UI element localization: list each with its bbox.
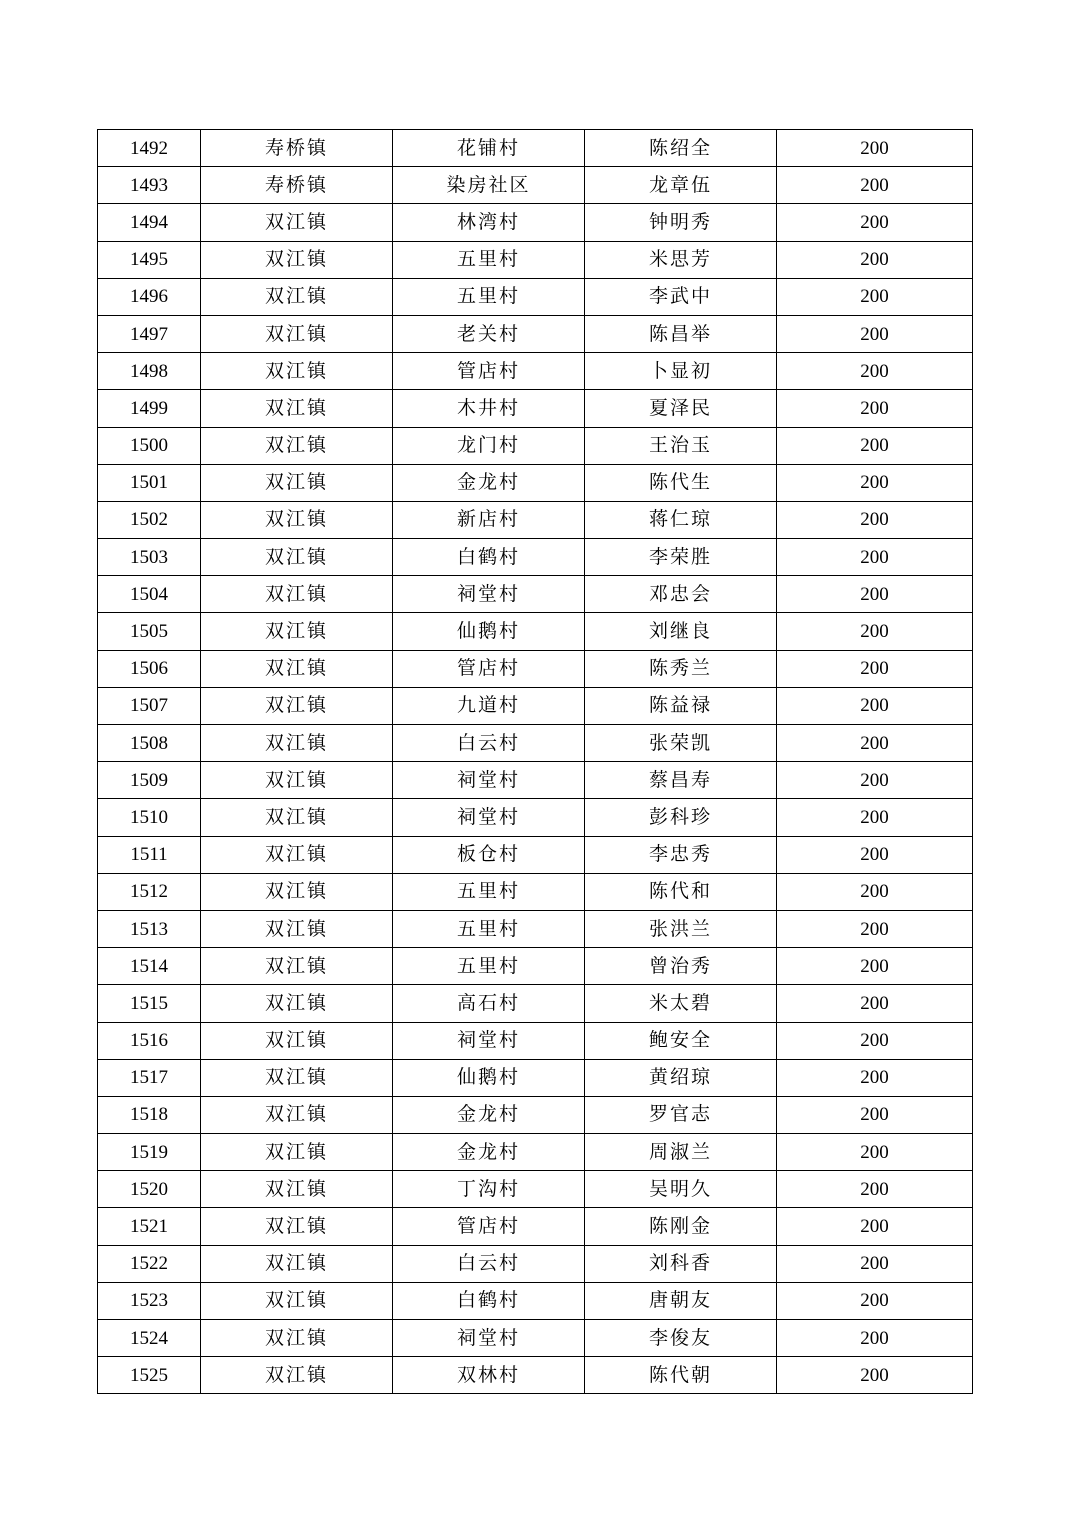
person-name-cell: 陈益禄 <box>585 687 777 724</box>
row-number-cell: 1504 <box>98 576 201 613</box>
person-name-cell: 米思芳 <box>585 241 777 278</box>
person-name-cell: 陈秀兰 <box>585 650 777 687</box>
table-row <box>98 1059 973 1096</box>
village-cell: 新店村 <box>393 501 585 538</box>
table-row <box>98 241 973 278</box>
person-name-cell: 黄绍琼 <box>585 1059 777 1096</box>
town-cell: 双江镇 <box>201 315 393 352</box>
row-number-cell: 1522 <box>98 1245 201 1282</box>
town-cell: 双江镇 <box>201 1208 393 1245</box>
town-cell: 双江镇 <box>201 873 393 910</box>
village-cell: 仙鹅村 <box>393 613 585 650</box>
roster-table <box>97 129 973 1394</box>
table-row <box>98 353 973 390</box>
town-cell: 双江镇 <box>201 390 393 427</box>
amount-cell: 200 <box>777 464 973 501</box>
person-name-cell: 邓忠会 <box>585 576 777 613</box>
village-cell: 仙鹅村 <box>393 1059 585 1096</box>
row-number-cell: 1524 <box>98 1320 201 1357</box>
row-number-cell: 1492 <box>98 130 201 167</box>
table-row <box>98 1282 973 1319</box>
row-number-cell: 1493 <box>98 167 201 204</box>
village-cell: 祠堂村 <box>393 762 585 799</box>
table-row <box>98 204 973 241</box>
amount-cell: 200 <box>777 1171 973 1208</box>
table-row <box>98 501 973 538</box>
person-name-cell: 吴明久 <box>585 1171 777 1208</box>
town-cell: 双江镇 <box>201 910 393 947</box>
town-cell: 双江镇 <box>201 1134 393 1171</box>
person-name-cell: 彭科珍 <box>585 799 777 836</box>
village-cell: 白鹤村 <box>393 539 585 576</box>
amount-cell: 200 <box>777 390 973 427</box>
person-name-cell: 唐朝友 <box>585 1282 777 1319</box>
town-cell: 双江镇 <box>201 241 393 278</box>
amount-cell: 200 <box>777 427 973 464</box>
town-cell: 寿桥镇 <box>201 130 393 167</box>
row-number-cell: 1507 <box>98 687 201 724</box>
table-row <box>98 910 973 947</box>
town-cell: 双江镇 <box>201 464 393 501</box>
amount-cell: 200 <box>777 278 973 315</box>
village-cell: 五里村 <box>393 948 585 985</box>
amount-cell: 200 <box>777 501 973 538</box>
person-name-cell: 王治玉 <box>585 427 777 464</box>
row-number-cell: 1500 <box>98 427 201 464</box>
table-row <box>98 873 973 910</box>
person-name-cell: 陈昌举 <box>585 315 777 352</box>
village-cell: 双林村 <box>393 1357 585 1394</box>
table-row <box>98 1134 973 1171</box>
row-number-cell: 1494 <box>98 204 201 241</box>
amount-cell: 200 <box>777 687 973 724</box>
village-cell: 丁沟村 <box>393 1171 585 1208</box>
person-name-cell: 刘继良 <box>585 613 777 650</box>
village-cell: 林湾村 <box>393 204 585 241</box>
row-number-cell: 1521 <box>98 1208 201 1245</box>
town-cell: 双江镇 <box>201 687 393 724</box>
row-number-cell: 1515 <box>98 985 201 1022</box>
row-number-cell: 1503 <box>98 539 201 576</box>
town-cell: 双江镇 <box>201 613 393 650</box>
row-number-cell: 1509 <box>98 762 201 799</box>
table-row <box>98 985 973 1022</box>
village-cell: 金龙村 <box>393 1096 585 1133</box>
town-cell: 双江镇 <box>201 836 393 873</box>
row-number-cell: 1502 <box>98 501 201 538</box>
table-row <box>98 799 973 836</box>
town-cell: 双江镇 <box>201 1357 393 1394</box>
person-name-cell: 米太碧 <box>585 985 777 1022</box>
village-cell: 板仓村 <box>393 836 585 873</box>
town-cell: 双江镇 <box>201 985 393 1022</box>
village-cell: 九道村 <box>393 687 585 724</box>
row-number-cell: 1499 <box>98 390 201 427</box>
row-number-cell: 1505 <box>98 613 201 650</box>
amount-cell: 200 <box>777 1096 973 1133</box>
person-name-cell: 蒋仁琼 <box>585 501 777 538</box>
person-name-cell: 陈代生 <box>585 464 777 501</box>
town-cell: 双江镇 <box>201 799 393 836</box>
amount-cell: 200 <box>777 1208 973 1245</box>
village-cell: 白云村 <box>393 1245 585 1282</box>
person-name-cell: 陈绍全 <box>585 130 777 167</box>
amount-cell: 200 <box>777 650 973 687</box>
village-cell: 祠堂村 <box>393 1022 585 1059</box>
row-number-cell: 1519 <box>98 1134 201 1171</box>
table-row <box>98 1320 973 1357</box>
person-name-cell: 龙章伍 <box>585 167 777 204</box>
amount-cell: 200 <box>777 204 973 241</box>
person-name-cell: 卜显初 <box>585 353 777 390</box>
roster-body <box>98 130 973 1394</box>
town-cell: 双江镇 <box>201 427 393 464</box>
village-cell: 染房社区 <box>393 167 585 204</box>
amount-cell: 200 <box>777 353 973 390</box>
table-row <box>98 762 973 799</box>
amount-cell: 200 <box>777 1357 973 1394</box>
amount-cell: 200 <box>777 1134 973 1171</box>
row-number-cell: 1497 <box>98 315 201 352</box>
village-cell: 白云村 <box>393 725 585 762</box>
village-cell: 木井村 <box>393 390 585 427</box>
person-name-cell: 张洪兰 <box>585 910 777 947</box>
town-cell: 双江镇 <box>201 1059 393 1096</box>
village-cell: 金龙村 <box>393 464 585 501</box>
row-number-cell: 1516 <box>98 1022 201 1059</box>
village-cell: 五里村 <box>393 241 585 278</box>
village-cell: 管店村 <box>393 1208 585 1245</box>
amount-cell: 200 <box>777 948 973 985</box>
table-row <box>98 725 973 762</box>
row-number-cell: 1511 <box>98 836 201 873</box>
row-number-cell: 1508 <box>98 725 201 762</box>
amount-cell: 200 <box>777 799 973 836</box>
person-name-cell: 周淑兰 <box>585 1134 777 1171</box>
town-cell: 双江镇 <box>201 1171 393 1208</box>
town-cell: 寿桥镇 <box>201 167 393 204</box>
row-number-cell: 1498 <box>98 353 201 390</box>
table-row <box>98 948 973 985</box>
person-name-cell: 李荣胜 <box>585 539 777 576</box>
village-cell: 五里村 <box>393 278 585 315</box>
table-row <box>98 167 973 204</box>
row-number-cell: 1512 <box>98 873 201 910</box>
table-row <box>98 650 973 687</box>
table-row <box>98 1245 973 1282</box>
town-cell: 双江镇 <box>201 576 393 613</box>
village-cell: 老关村 <box>393 315 585 352</box>
table-row <box>98 1096 973 1133</box>
person-name-cell: 张荣凯 <box>585 725 777 762</box>
table-row <box>98 390 973 427</box>
village-cell: 五里村 <box>393 873 585 910</box>
town-cell: 双江镇 <box>201 1245 393 1282</box>
amount-cell: 200 <box>777 613 973 650</box>
amount-cell: 200 <box>777 1320 973 1357</box>
table-row <box>98 1357 973 1394</box>
town-cell: 双江镇 <box>201 650 393 687</box>
person-name-cell: 陈代朝 <box>585 1357 777 1394</box>
table-row <box>98 278 973 315</box>
town-cell: 双江镇 <box>201 762 393 799</box>
row-number-cell: 1525 <box>98 1357 201 1394</box>
amount-cell: 200 <box>777 725 973 762</box>
table-row <box>98 836 973 873</box>
town-cell: 双江镇 <box>201 204 393 241</box>
row-number-cell: 1506 <box>98 650 201 687</box>
village-cell: 龙门村 <box>393 427 585 464</box>
row-number-cell: 1520 <box>98 1171 201 1208</box>
person-name-cell: 鲍安全 <box>585 1022 777 1059</box>
person-name-cell: 钟明秀 <box>585 204 777 241</box>
amount-cell: 200 <box>777 873 973 910</box>
person-name-cell: 夏泽民 <box>585 390 777 427</box>
person-name-cell: 陈代和 <box>585 873 777 910</box>
town-cell: 双江镇 <box>201 353 393 390</box>
village-cell: 五里村 <box>393 910 585 947</box>
table-row <box>98 613 973 650</box>
table-row <box>98 464 973 501</box>
table-row <box>98 1171 973 1208</box>
person-name-cell: 刘科香 <box>585 1245 777 1282</box>
person-name-cell: 曾治秀 <box>585 948 777 985</box>
town-cell: 双江镇 <box>201 539 393 576</box>
town-cell: 双江镇 <box>201 501 393 538</box>
amount-cell: 200 <box>777 1245 973 1282</box>
town-cell: 双江镇 <box>201 725 393 762</box>
amount-cell: 200 <box>777 130 973 167</box>
row-number-cell: 1518 <box>98 1096 201 1133</box>
table-row <box>98 315 973 352</box>
table-row <box>98 427 973 464</box>
village-cell: 花铺村 <box>393 130 585 167</box>
table-row <box>98 539 973 576</box>
person-name-cell: 陈刚金 <box>585 1208 777 1245</box>
row-number-cell: 1496 <box>98 278 201 315</box>
village-cell: 祠堂村 <box>393 576 585 613</box>
table-row <box>98 130 973 167</box>
town-cell: 双江镇 <box>201 1022 393 1059</box>
row-number-cell: 1495 <box>98 241 201 278</box>
row-number-cell: 1514 <box>98 948 201 985</box>
person-name-cell: 李武中 <box>585 278 777 315</box>
village-cell: 祠堂村 <box>393 1320 585 1357</box>
amount-cell: 200 <box>777 910 973 947</box>
row-number-cell: 1501 <box>98 464 201 501</box>
table-row <box>98 1208 973 1245</box>
amount-cell: 200 <box>777 1022 973 1059</box>
town-cell: 双江镇 <box>201 948 393 985</box>
amount-cell: 200 <box>777 576 973 613</box>
amount-cell: 200 <box>777 985 973 1022</box>
table-row <box>98 687 973 724</box>
village-cell: 管店村 <box>393 650 585 687</box>
amount-cell: 200 <box>777 836 973 873</box>
amount-cell: 200 <box>777 315 973 352</box>
town-cell: 双江镇 <box>201 1320 393 1357</box>
town-cell: 双江镇 <box>201 278 393 315</box>
amount-cell: 200 <box>777 1282 973 1319</box>
amount-cell: 200 <box>777 762 973 799</box>
amount-cell: 200 <box>777 241 973 278</box>
town-cell: 双江镇 <box>201 1096 393 1133</box>
table-row <box>98 576 973 613</box>
person-name-cell: 李忠秀 <box>585 836 777 873</box>
person-name-cell: 李俊友 <box>585 1320 777 1357</box>
amount-cell: 200 <box>777 167 973 204</box>
person-name-cell: 罗官志 <box>585 1096 777 1133</box>
row-number-cell: 1513 <box>98 910 201 947</box>
village-cell: 管店村 <box>393 353 585 390</box>
town-cell: 双江镇 <box>201 1282 393 1319</box>
village-cell: 高石村 <box>393 985 585 1022</box>
village-cell: 金龙村 <box>393 1134 585 1171</box>
row-number-cell: 1523 <box>98 1282 201 1319</box>
row-number-cell: 1517 <box>98 1059 201 1096</box>
table-row <box>98 1022 973 1059</box>
village-cell: 白鹤村 <box>393 1282 585 1319</box>
person-name-cell: 蔡昌寿 <box>585 762 777 799</box>
village-cell: 祠堂村 <box>393 799 585 836</box>
row-number-cell: 1510 <box>98 799 201 836</box>
amount-cell: 200 <box>777 539 973 576</box>
amount-cell: 200 <box>777 1059 973 1096</box>
